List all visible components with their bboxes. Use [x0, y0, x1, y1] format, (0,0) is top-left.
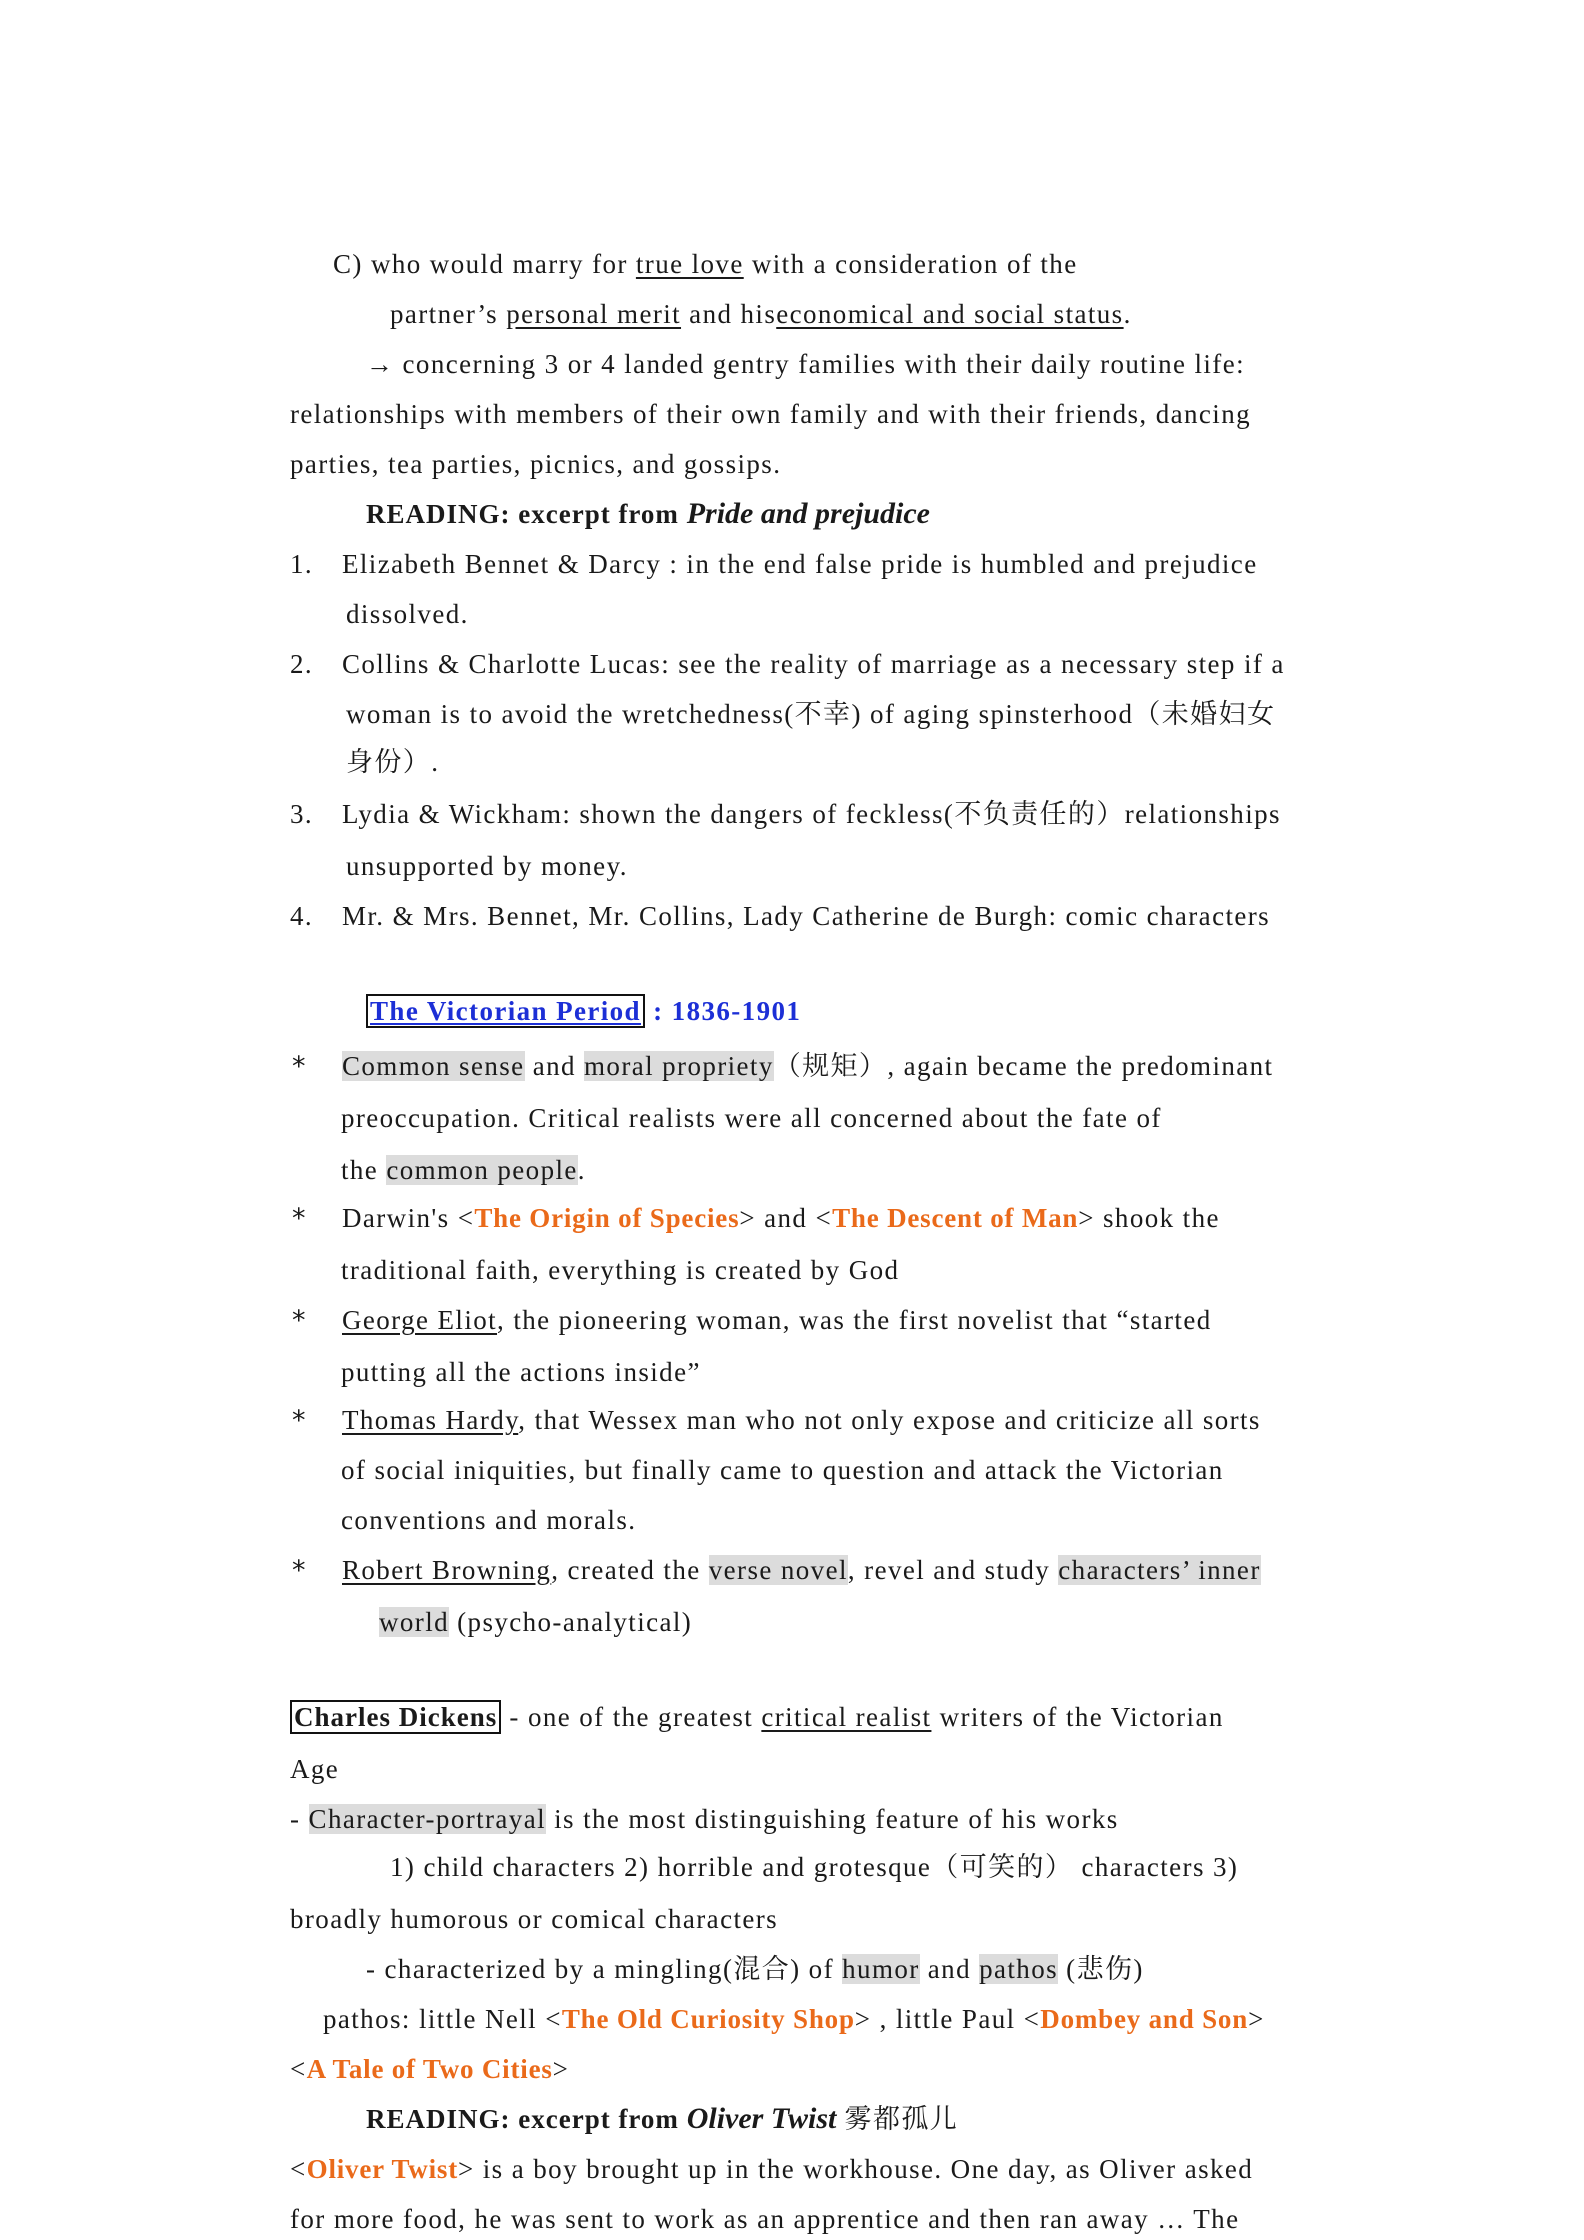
bullet-cont: world (psycho-analytical) [379, 1607, 693, 1637]
text-line: 1) child characters 2) horrible and grotesque（可笑的） characters 3) [390, 1852, 1239, 1882]
bullet-item: * George Eliot, the pioneering woman, was the first novelist that “started [292, 1305, 1212, 1336]
list-item-cont: unsupported by money. [346, 851, 628, 881]
bullet-item: * Darwin's <The Origin of Species> and <The Descent of Man> shook the [292, 1203, 1220, 1234]
text-line: <Oliver Twist> is a boy brought up in the workhouse. One day, as Oliver asked [290, 2154, 1254, 2184]
list-item-cont: woman is to avoid the wretchedness(不幸) of aging spinsterhood（未婚妇女 [346, 699, 1276, 729]
text-line: broadly humorous or comical characters [290, 1904, 779, 1934]
bullet-item: * Thomas Hardy, that Wessex man who not only expose and criticize all sorts [292, 1405, 1261, 1436]
text-line: parties, tea parties, picnics, and gossips. [290, 449, 782, 479]
reading-heading: READING: excerpt from Oliver Twist 雾都孤儿 [366, 2102, 959, 2135]
text-line: Age [290, 1754, 340, 1784]
text-line: partner’s personal merit and hiseconomical and social status. [390, 299, 1132, 329]
text-line: pathos: little Nell <The Old Curiosity Shop> , little Paul <Dombey and Son> [323, 2004, 1265, 2034]
bullet-cont: putting all the actions inside” [341, 1357, 701, 1387]
section-heading-victorian: The Victorian Period : 1836-1901 [366, 994, 801, 1028]
list-item-cont: 身份）. [346, 747, 440, 777]
text-line: <A Tale of Two Cities> [290, 2054, 570, 2084]
bullet-cont: conventions and morals. [341, 1505, 637, 1535]
text-line: → concerning 3 or 4 landed gentry families with their daily routine life: [366, 349, 1245, 379]
victorian-title: The Victorian Period [370, 996, 641, 1026]
text-line: - Character-portrayal is the most distinguishing feature of his works [290, 1804, 1119, 1834]
list-item: 1. Elizabeth Bennet & Darcy : in the end false pride is humbled and prejudice [290, 549, 1258, 579]
list-item: 4. Mr. & Mrs. Bennet, Mr. Collins, Lady Catherine de Burgh: comic characters [290, 901, 1271, 931]
dickens-name: Charles Dickens [290, 1700, 501, 1734]
bullet-cont: traditional faith, everything is created by God [341, 1255, 900, 1285]
bullet-cont: of social iniquities, but finally came to question and attack the Victorian [341, 1455, 1224, 1485]
text-line: relationships with members of their own family and with their friends, dancing [290, 399, 1252, 429]
list-item-cont: dissolved. [346, 599, 469, 629]
bullet-cont: preoccupation. Critical realists were all concerned about the fate of [341, 1103, 1162, 1133]
list-item: 2. Collins & Charlotte Lucas: see the reality of marriage as a necessary step if a [290, 649, 1285, 679]
bullet-item: * Robert Browning, created the verse novel, revel and study characters’ inner [292, 1555, 1261, 1586]
text-line: C) who would marry for true love with a consideration of the [333, 249, 1078, 279]
bullet-cont: the common people. [341, 1155, 586, 1185]
list-item: 3. Lydia & Wickham: shown the dangers of feckless(不负责任的）relationships [290, 799, 1281, 829]
text-line: for more food, he was sent to work as an apprentice and then ran away … The [290, 2204, 1240, 2234]
bullet-item: * Common sense and moral propriety（规矩）, again became the predominant [292, 1051, 1274, 1082]
dickens-heading: Charles Dickens - one of the greatest critical realist writers of the Victorian [290, 1700, 1224, 1734]
reading-heading: READING: excerpt from Pride and prejudice [366, 497, 930, 530]
text-line: - characterized by a mingling(混合) of humor and pathos (悲伤) [366, 1954, 1144, 1984]
